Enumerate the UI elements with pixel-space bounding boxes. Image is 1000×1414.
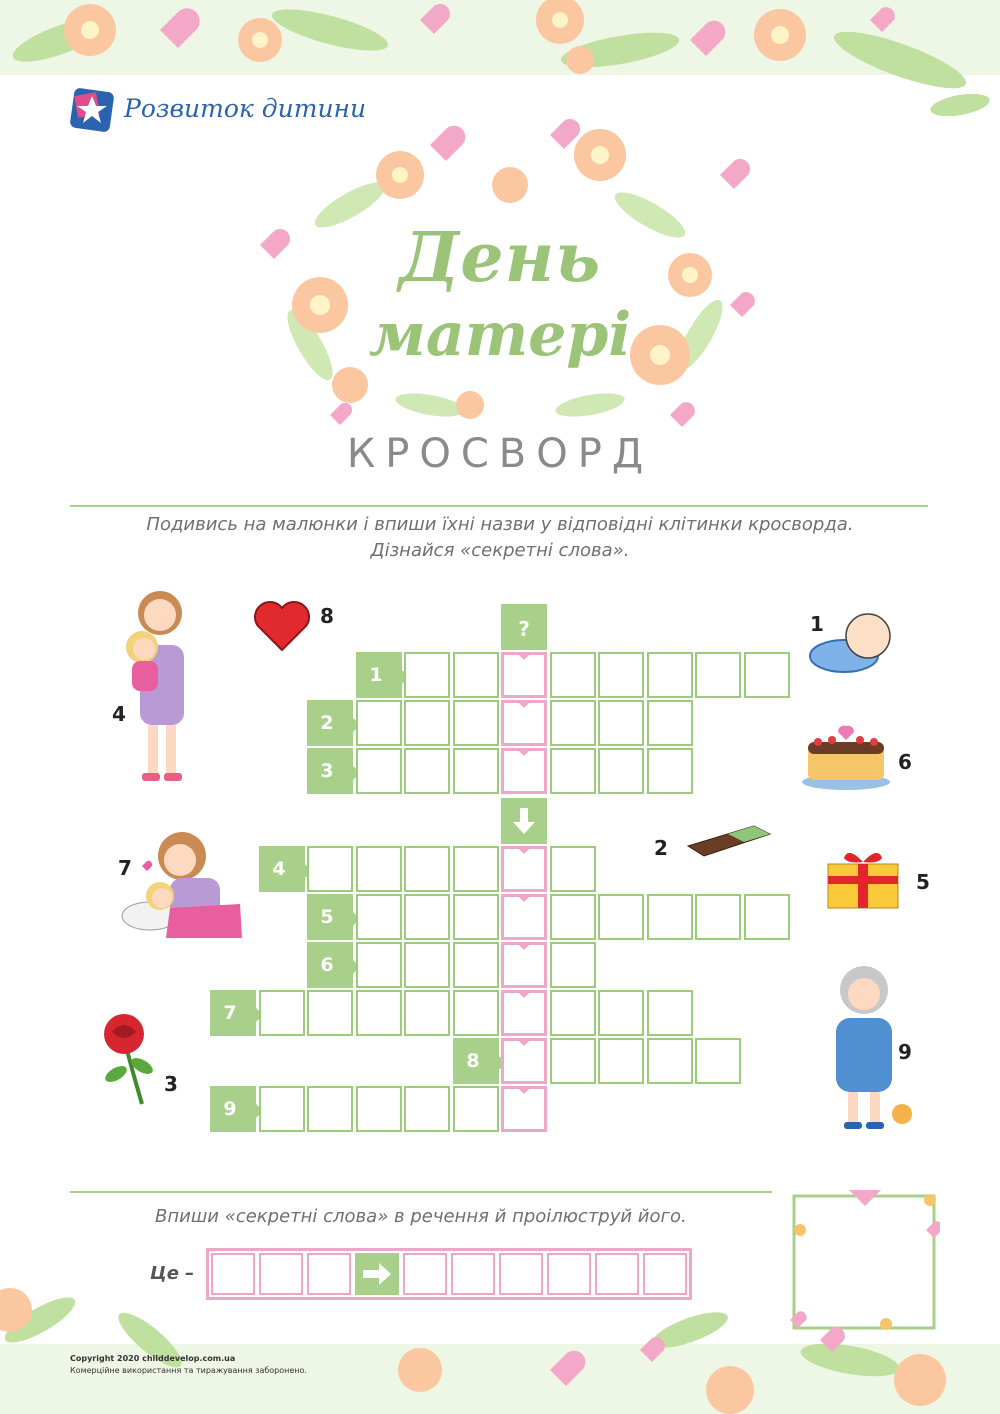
answer-prefix: Це – [150, 1263, 195, 1284]
picture-number-3: 3 [164, 1072, 178, 1096]
letter-cell[interactable] [598, 894, 644, 940]
secret-letter-cell[interactable] [501, 894, 547, 940]
letter-cell[interactable] [598, 700, 644, 746]
letter-cell[interactable] [598, 1038, 644, 1084]
letter-cell[interactable] [453, 1086, 499, 1132]
secret-letter-cell[interactable] [501, 846, 547, 892]
letter-cell[interactable] [598, 990, 644, 1036]
letter-cell[interactable] [550, 942, 596, 988]
footer [70, 1353, 307, 1377]
secret-letter-cell[interactable] [501, 748, 547, 794]
row-label-6: 6 [307, 942, 353, 988]
baby-icon [806, 608, 896, 678]
letter-cell[interactable] [744, 894, 790, 940]
secret-letter-cell[interactable] [501, 700, 547, 746]
page-title-line2: матері [368, 300, 632, 370]
letter-cell[interactable] [259, 1086, 305, 1132]
letter-cell[interactable] [647, 652, 693, 698]
brand-name: Розвиток дитини [124, 94, 367, 123]
letter-cell[interactable] [744, 652, 790, 698]
letter-cell[interactable] [259, 990, 305, 1036]
letter-cell[interactable] [550, 1038, 596, 1084]
letter-cell[interactable] [647, 700, 693, 746]
heart-icon [252, 600, 312, 652]
letter-cell[interactable] [647, 1038, 693, 1084]
row-label-7: 7 [210, 990, 256, 1036]
letter-cell[interactable] [404, 942, 450, 988]
divider-top [70, 505, 928, 507]
letter-cell[interactable] [453, 700, 499, 746]
picture-number-5: 5 [916, 870, 930, 894]
row-label-9: 9 [210, 1086, 256, 1132]
letter-cell[interactable] [647, 894, 693, 940]
letter-cell[interactable] [647, 748, 693, 794]
star-logo-icon [70, 88, 114, 132]
letter-cell[interactable] [550, 700, 596, 746]
page-title-line1: День [398, 218, 602, 298]
chocolate-icon [684, 822, 774, 862]
row-label-5: 5 [307, 894, 353, 940]
secret-letter-cell[interactable] [501, 652, 547, 698]
letter-cell[interactable] [307, 1086, 353, 1132]
letter-cell[interactable] [695, 652, 741, 698]
copyright-text: Copyright 2020 childdevelop.com.ua [70, 1354, 236, 1363]
instruction-line2: Дізнайся «секретні слова». [370, 540, 630, 561]
letter-cell[interactable] [404, 990, 450, 1036]
picture-number-9: 9 [898, 1040, 912, 1064]
letter-cell[interactable] [453, 990, 499, 1036]
letter-cell[interactable] [307, 846, 353, 892]
row-label-3: 3 [307, 748, 353, 794]
floral-footer-decoration [0, 1280, 1000, 1414]
letter-cell[interactable] [404, 846, 450, 892]
picture-number-2: 2 [654, 836, 668, 860]
letter-cell[interactable] [404, 700, 450, 746]
letter-cell[interactable] [404, 748, 450, 794]
rose-icon [98, 1010, 160, 1108]
letter-cell[interactable] [550, 748, 596, 794]
row-label-1: 1 [356, 652, 402, 698]
letter-cell[interactable] [695, 894, 741, 940]
letter-cell[interactable] [356, 700, 402, 746]
letter-cell[interactable] [356, 846, 402, 892]
task2-instruction: Впиши «секретні слова» в речення й проілюструй його. [155, 1206, 687, 1227]
gift-icon [824, 846, 902, 910]
secret-column-header: ? [501, 604, 547, 650]
letter-cell[interactable] [598, 748, 644, 794]
picture-number-7: 7 [118, 856, 132, 880]
subtitle-text: КРОСВОРД [346, 431, 654, 477]
letter-cell[interactable] [356, 894, 402, 940]
letter-cell[interactable] [453, 894, 499, 940]
secret-letter-cell[interactable] [501, 1086, 547, 1132]
instruction-line1: Подивись на малюнки і впиши їхні назви у відповідні клітинки кросворда. [146, 514, 854, 535]
letter-cell[interactable] [550, 846, 596, 892]
letter-cell[interactable] [356, 1086, 402, 1132]
letter-cell[interactable] [453, 846, 499, 892]
row-label-4: 4 [259, 846, 305, 892]
letter-cell[interactable] [404, 894, 450, 940]
letter-cell[interactable] [356, 748, 402, 794]
picture-number-8: 8 [320, 604, 334, 628]
letter-cell[interactable] [453, 652, 499, 698]
mother-with-sleeping-child [120, 828, 244, 940]
row-label-2: 2 [307, 700, 353, 746]
letter-cell[interactable] [404, 652, 450, 698]
letter-cell[interactable] [695, 1038, 741, 1084]
cake-icon [800, 722, 892, 792]
secret-letter-cell[interactable] [501, 942, 547, 988]
arrow-down-icon [501, 798, 547, 844]
letter-cell[interactable] [550, 990, 596, 1036]
divider-bottom [70, 1191, 772, 1193]
letter-cell[interactable] [550, 894, 596, 940]
letter-cell[interactable] [453, 748, 499, 794]
secret-letter-cell[interactable] [501, 990, 547, 1036]
letter-cell[interactable] [550, 652, 596, 698]
secret-letter-cell[interactable] [501, 1038, 547, 1084]
mother-hugging-child [118, 585, 198, 785]
letter-cell[interactable] [356, 942, 402, 988]
letter-cell[interactable] [453, 942, 499, 988]
usage-notice: Комерційне використання та тиражування заборонено. [70, 1366, 307, 1375]
picture-number-6: 6 [898, 750, 912, 774]
row-label-8: 8 [453, 1038, 499, 1084]
letter-cell[interactable] [356, 990, 402, 1036]
letter-cell[interactable] [647, 990, 693, 1036]
letter-cell[interactable] [307, 990, 353, 1036]
picture-number-4: 4 [112, 702, 126, 726]
letter-cell[interactable] [404, 1086, 450, 1132]
picture-number-1: 1 [810, 612, 824, 636]
letter-cell[interactable] [598, 652, 644, 698]
